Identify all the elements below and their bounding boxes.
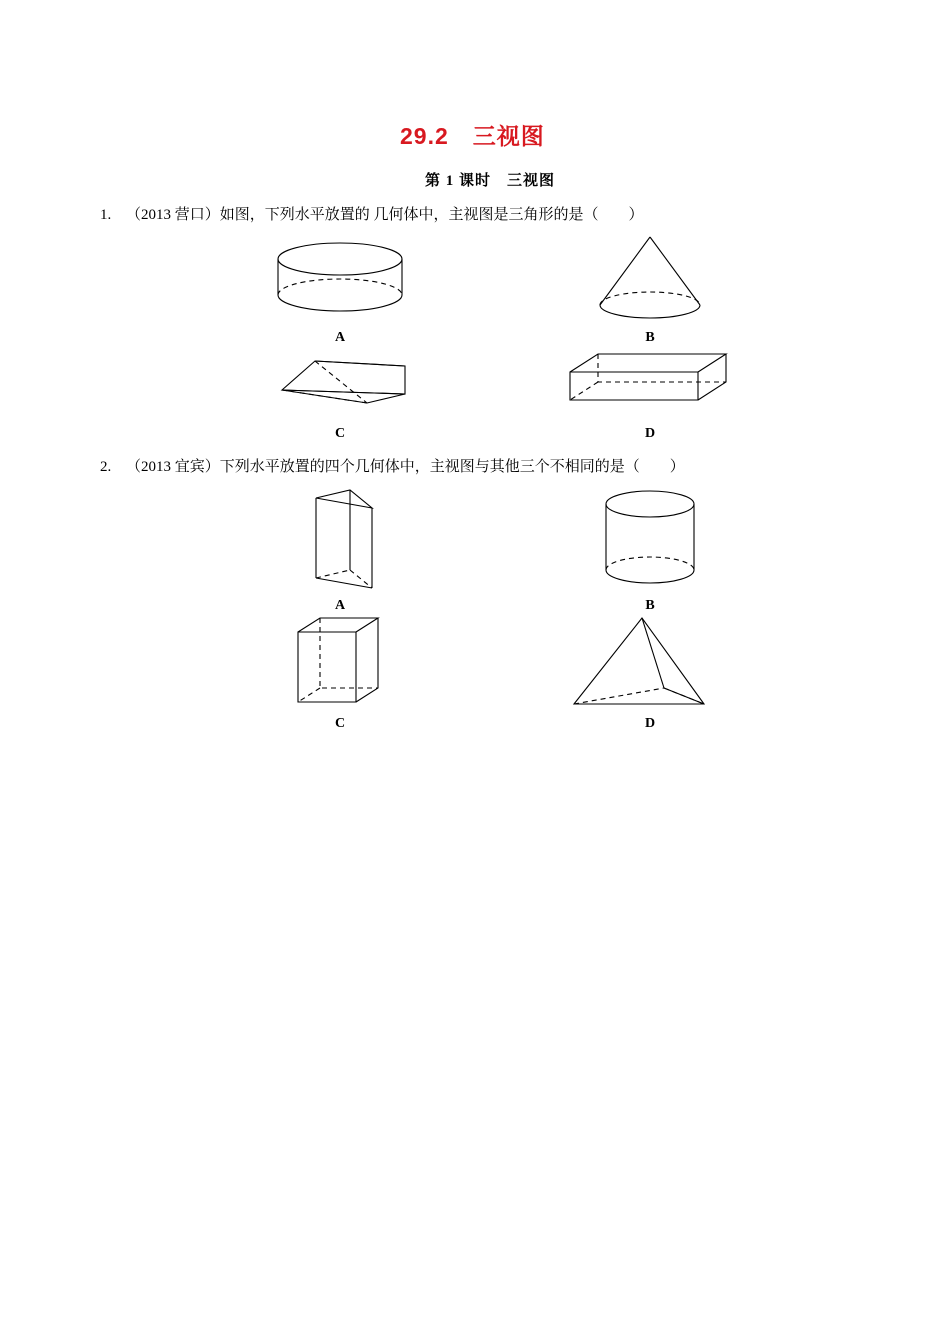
question-2-number: 2. [100, 458, 112, 475]
question-1 [100, 204, 850, 227]
rectangular-box-shape [530, 346, 770, 424]
figure-1-C [220, 346, 460, 442]
question-2-figures [140, 486, 850, 732]
triangular-prism-lying-shape [220, 346, 460, 424]
figure-2-B [530, 486, 770, 614]
figure-1-B [530, 233, 770, 346]
figure-1-D-label: D [644, 425, 656, 441]
page-title: 29.2 三视图 [400, 123, 545, 149]
question-2 [100, 456, 850, 479]
figure-1-A [220, 233, 460, 346]
cylinder-standing-shape [530, 486, 770, 596]
cuboid-shape [220, 614, 460, 714]
figure-2-C-label: C [334, 716, 346, 731]
figure-2-A-label: A [334, 598, 346, 613]
figure-1-C-label: C [334, 425, 346, 441]
figure-2-D [530, 614, 770, 732]
figure-2-B-label: B [645, 598, 655, 613]
figure-2-D-label: D [644, 716, 656, 731]
figure-2-A [220, 486, 460, 614]
figure-1-B-label: B [645, 329, 655, 345]
question-1-figures [140, 233, 850, 442]
figure-2-C [220, 614, 460, 732]
triangular-prism-standing-shape [220, 486, 460, 596]
cone-shape [530, 233, 770, 328]
question-1-number: 1. [100, 207, 112, 223]
square-pyramid-shape [530, 614, 770, 714]
figure-1-A-label: A [334, 329, 346, 345]
figure-1-D [530, 346, 770, 442]
lesson-subtitle: 第 1 课时 三视图 [424, 173, 555, 189]
cylinder-horizontal-disc-shape [220, 233, 460, 328]
question-1-text: （2013 营口）如图，下列水平放置的 几何体中，主视图是三角形的是（ ） [126, 207, 644, 223]
question-2-text: （2013 宜宾）下列水平放置的四个几何体中，主视图与其他三个不相同的是（ ） [126, 458, 685, 475]
